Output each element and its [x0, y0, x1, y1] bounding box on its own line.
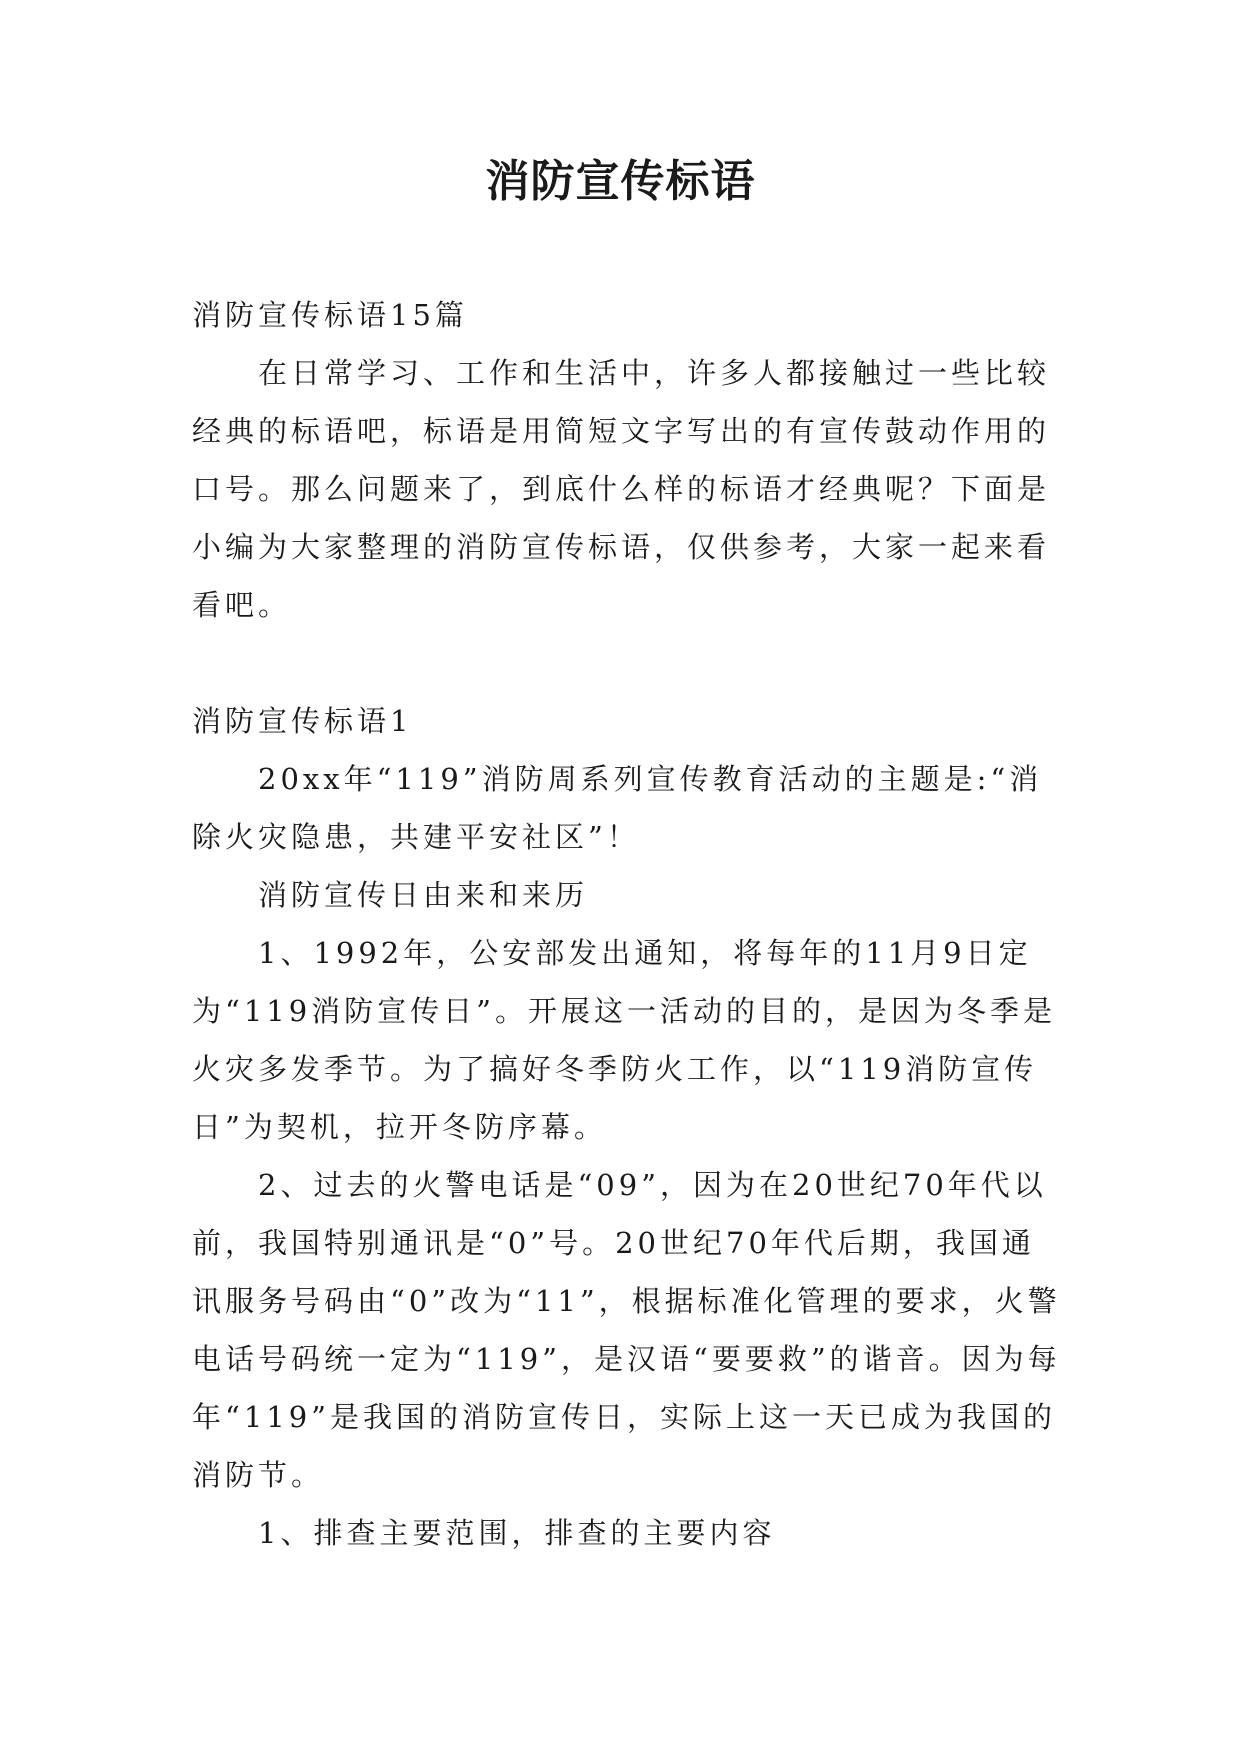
intro-paragraph: 在日常学习、工作和生活中，许多人都接触过一些比较经典的标语吧，标语是用简短文字写出的有宣传鼓动作用的口号。那么问题来了，到底什么样的标语才经典呢？下面是小编为大家整理的消防宣传标语，仅供参考，大家一起来看看吧。	[192, 356, 1051, 622]
subtitle: 消防宣传标语15篇	[192, 298, 468, 332]
section-heading: 消防宣传标语1	[192, 704, 413, 738]
document-body	[192, 286, 1062, 1562]
paragraph-spacer	[192, 634, 1062, 692]
check-item-paragraph: 1、排查主要范围，排查的主要内容	[258, 1516, 776, 1550]
point-2-paragraph: 2、过去的火警电话是“09”，因为在20世纪70年代以前，我国特别通讯是“0”号。20世纪70年代后期，我国通讯服务号码由“0”改为“11”，根据标准化管理的要求，火警电话号码统一定为“119”，是汉语“要要救”的谐音。因为每年“119”是我国的消防宣传日，实际上这一天已成为我国的消防节。	[192, 1168, 1061, 1492]
document-title: 消防宣传标语	[485, 156, 756, 207]
point-1-paragraph: 1、1992年，公安部发出通知，将每年的11月9日定为“119消防宣传日”。开展这一活动的目的，是因为冬季是火灾多发季节。为了搞好冬季防火工作，以“119消防宣传日”为契机，拉开冬防序幕。	[192, 936, 1057, 1144]
theme-paragraph: 20xx年“119”消防周系列宣传教育活动的主题是:“消除火灾隐患，共建平安社区”！	[192, 762, 1043, 854]
origin-heading: 消防宣传日由来和来历	[258, 878, 589, 912]
